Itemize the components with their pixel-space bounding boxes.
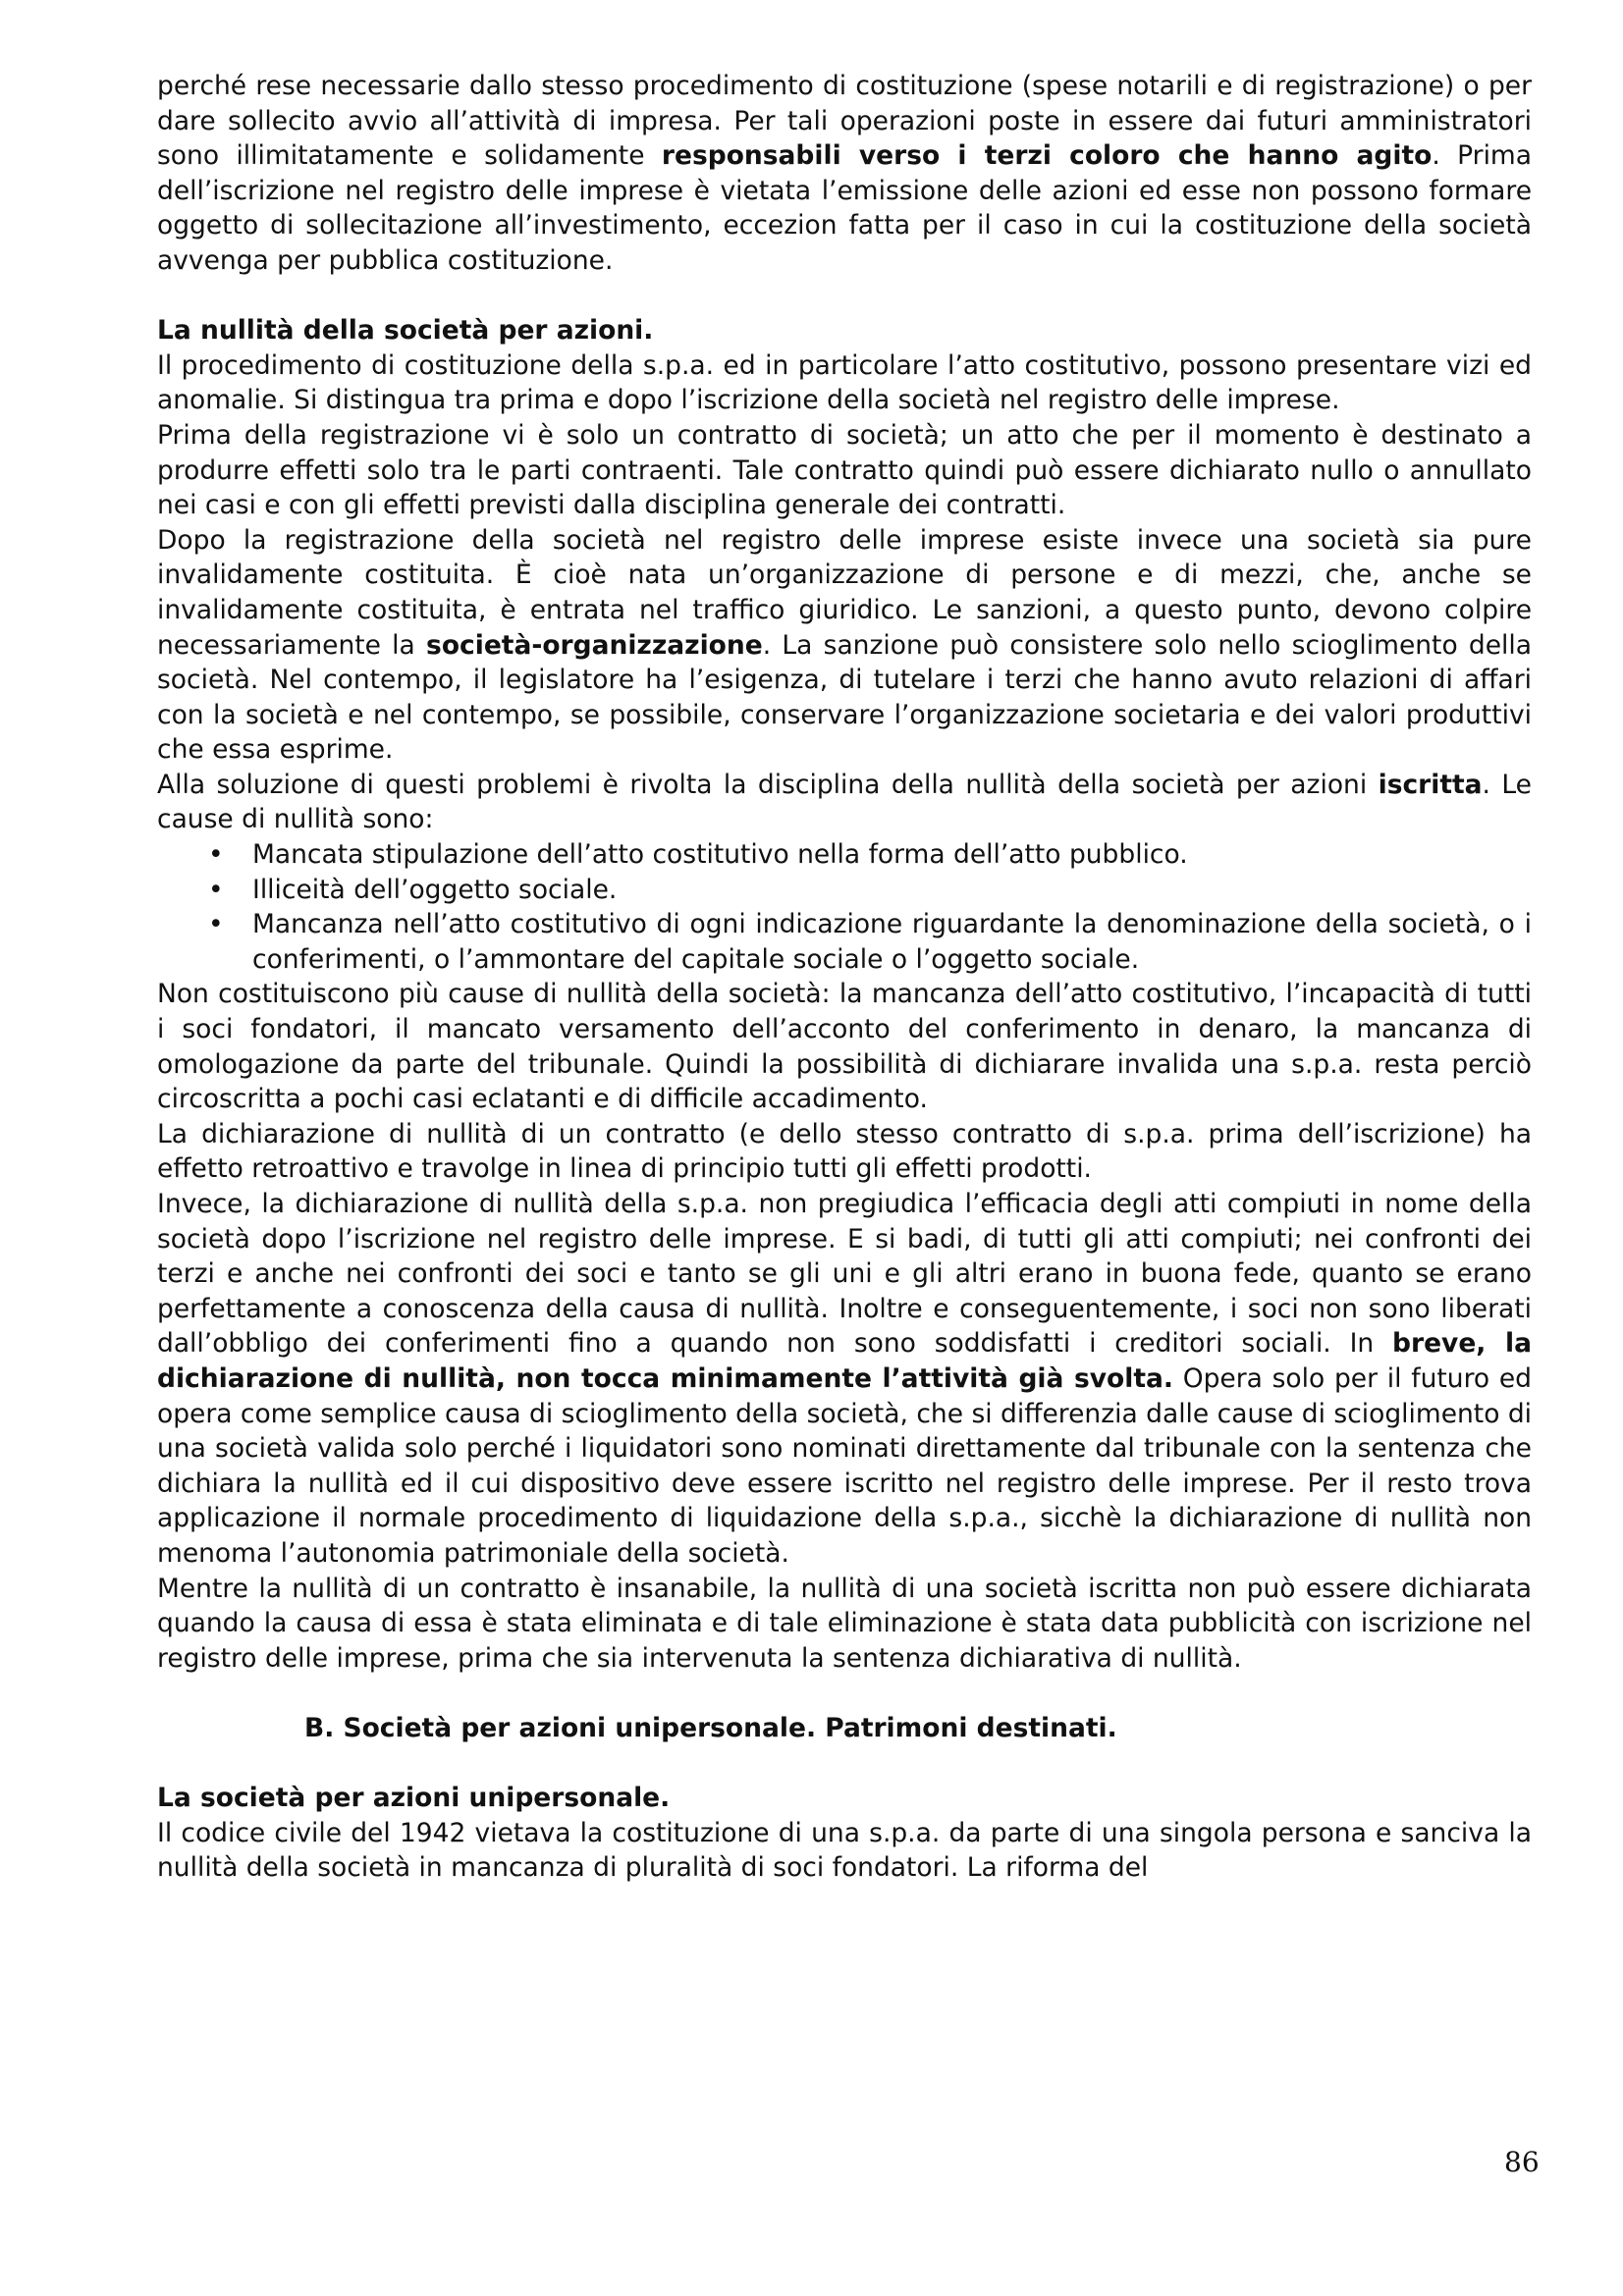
nullity-causes-list [157,837,1532,977]
nullita-p7-bold-1: breve, la dichiarazione di nullità, non tocca minimamente l’attività già svolta. [157,1328,1532,1394]
nullita-paragraph-3 [157,523,1532,768]
nullita-p3-text-2: . La sanzione può consistere solo nello scioglimento della società. Nel contempo, il legislatore ha l’esigenza, di tutelare i terzi che hanno avuto relazioni di affari con la società e nel contempo, se possibile, conservare l’organizzazione societaria e dei valori produttivi che essa esprime. [157,629,1532,766]
bullet-icon: • [208,909,224,940]
nullita-paragraph-6: La dichiarazione di nullità di un contratto (e dello stesso contratto di s.p.a. prima dell’iscrizione) ha effetto retroattivo e travolge in linea di principio tutti gli effetti prodotti. [157,1118,1532,1185]
spacer [157,1746,1532,1782]
nullita-p3-text-1: Dopo la registrazione della società nel registro delle imprese esiste invece una società sia pure invalidamente costituita. È cioè nata un’organizzazione di persone e di mezzi, che, anche se invalidamente costituita, è entrata nel traffico giuridico. Le sanzioni, a questo punto, devono colpire necessariamente la [157,524,1532,661]
intro-bold-1: responsabili verso i terzi coloro che hanno agito [661,140,1433,172]
nullita-p4-text-1: Alla soluzione di questi problemi è rivolta la disciplina della nullità della società per azioni [157,769,1379,800]
nullita-paragraph-7 [157,1187,1532,1572]
nullita-paragraph-8: Mentre la nullità di un contratto è insanabile, la nullità di una società iscritta non può essere dichiarata quando la causa di essa è stata eliminata e di tale eliminazione è stata data pubblicità con iscrizione nel registro delle imprese, prima che sia intervenuta la sentenza dichiarativa di nullità. [157,1573,1532,1674]
intro-text-2: . Prima dell’iscrizione nel registro delle imprese è vietata l’emissione delle azioni ed esse non possono formare oggetto di sollecitazione all’investimento, eccezion fatta per il caso in cui la costituzione della società avvenga per pubblica costituzione. [157,140,1532,276]
nullita-p7-text-1: Invece, la dichiarazione di nullità della s.p.a. non pregiudica l’efficacia degli atti compiuti in nome della società dopo l’iscrizione nel registro delle imprese. E si badi, di tutti gli atti compiuti; nei confronti dei terzi e anche nei confronti dei soci e tanto se gli uni e gli altri erano in buona fede, quanto se erano perfettamente a conoscenza della causa di nullità. Inoltre e conseguentemente, i soci non sono liberati dall’obbligo dei conferimenti fino a quando non sono soddisfatti i creditori sociali. In [157,1189,1532,1360]
spacer [157,1676,1532,1711]
list-item [157,873,1532,908]
intro-text-1: perché rese necessarie dallo stesso procedimento di costituzione (spese notarili e di registrazione) o per dare sollecito avvio all’attività di impresa. Per tali operazioni poste in essere dai futuri amministratori sono illimitatamente e solidamente [157,71,1532,172]
heading-unipersonale: La società per azioni unipersonale. [157,1783,671,1814]
spacer [157,279,1532,314]
list-item [157,907,1532,977]
nullita-p4-bold-1: iscritta [1378,769,1483,800]
nullita-p7-text-2: Opera solo per il futuro ed opera come semplice causa di scioglimento della società, che si differenzia dalle cause di scioglimento di una società valida solo perché i liquidatori sono nominati direttamente dal tribunale con la sentenza che dichiara la nullità ed il cui dispositivo deve essere iscritto nel registro delle imprese. Per il resto trova applicazione il normale procedimento di liquidazione della s.p.a., sicchè la dichiarazione di nullità non menoma l’autonomia patrimoniale della società. [157,1362,1533,1569]
unipersonale-paragraph-1: Il codice civile del 1942 vietava la costituzione di una s.p.a. da parte di una singola persona e sanciva la nullità della società in mancanza di pluralità di soci fondatori. La riforma del [157,1817,1532,1884]
bullet-icon: • [208,839,224,871]
document-page [157,69,1532,1886]
list-item-text: Mancata stipulazione dell’atto costitutivo nella forma dell’atto pubblico. [252,839,1188,871]
bullet-icon: • [208,874,224,905]
nullita-paragraph-1: Il procedimento di costituzione della s.p.a. ed in particolare l’atto costitutivo, possono presentare vizi ed anomalie. Si distingua tra prima e dopo l’iscrizione della società nel registro delle imprese. [157,349,1532,416]
list-item-text: Mancanza nell’atto costitutivo di ogni indicazione riguardante la denominazione della società, o i conferimenti, o l’ammontare del capitale sociale o l’oggetto sociale. [252,909,1532,975]
nullita-p4-text-2: . Le cause di nullità sono: [157,769,1532,835]
section-title-b: B. Società per azioni unipersonale. Patrimoni destinati. [304,1712,1117,1743]
list-item-text: Illiceità dell’oggetto sociale. [252,874,618,905]
heading-nullita: La nullità della società per azioni. [157,315,654,347]
page-number: 86 [1504,2146,1540,2178]
nullita-paragraph-2: Prima della registrazione vi è solo un contratto di società; un atto che per il momento è destinato a produrre effetti solo tra le parti contraenti. Tale contratto quindi può essere dichiarato nullo o annullato nei casi e con gli effetti previsti dalla disciplina generale dei contratti. [157,419,1532,521]
nullita-paragraph-5: Non costituiscono più cause di nullità della società: la mancanza dell’atto costitutivo, l’incapacità di tutti i soci fondatori, il mancato versamento dell’acconto del conferimento in denaro, la mancanza di omologazione da parte del tribunale. Quindi la possibilità di dichiarare invalida una s.p.a. resta perciò circoscritta a pochi casi eclatanti e di difficile accadimento. [157,979,1532,1115]
list-item [157,837,1532,873]
intro-paragraph [157,69,1532,279]
nullita-p3-bold-1: società-organizzazione [426,629,763,661]
nullita-paragraph-4 [157,768,1532,837]
